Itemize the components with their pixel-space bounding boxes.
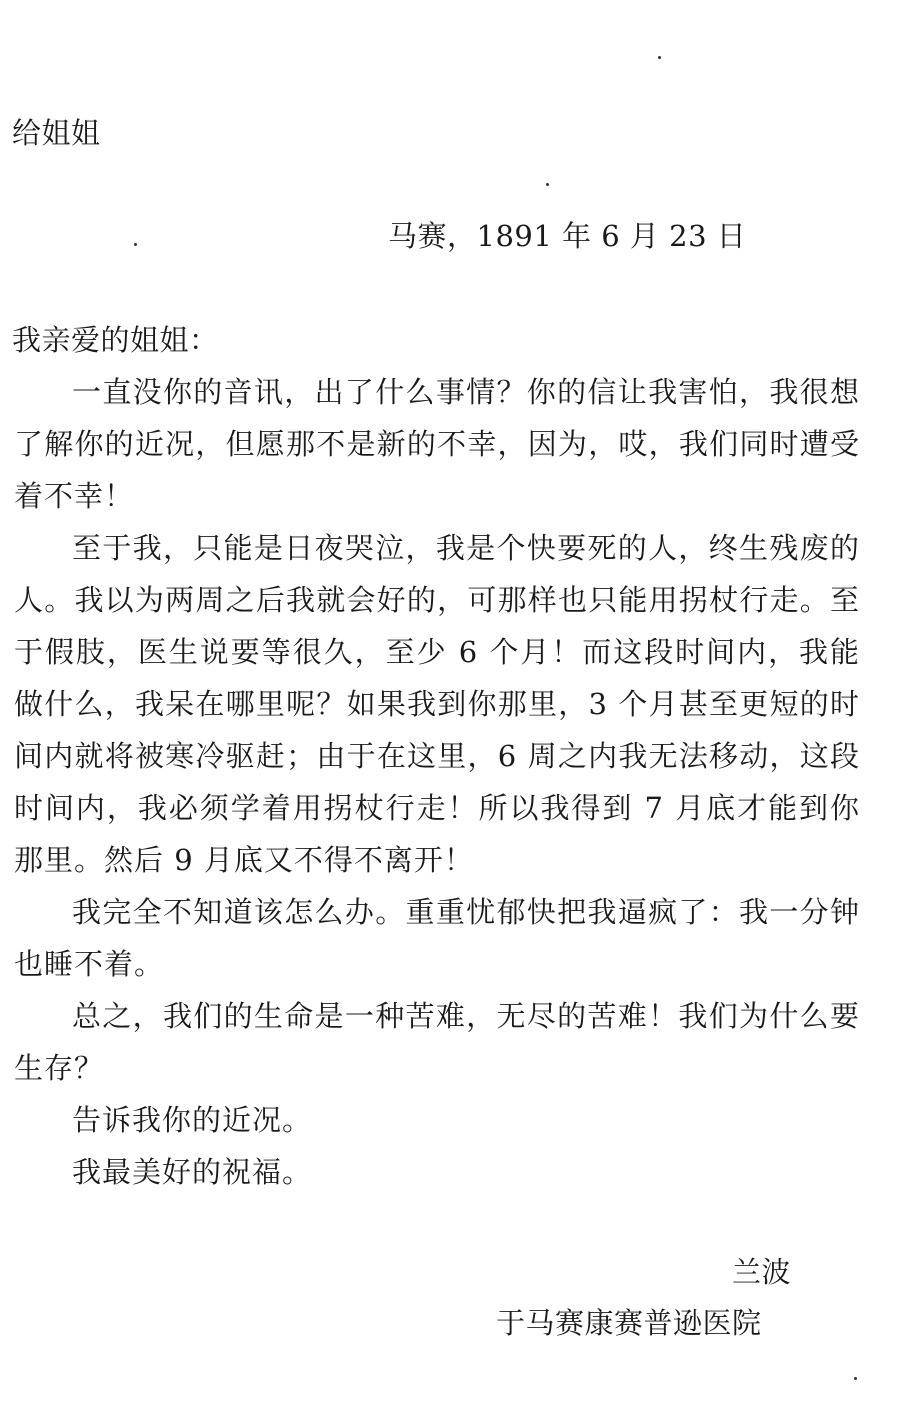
letter-salutation: 我亲爱的姐姐： (12, 323, 219, 357)
scan-speck (134, 243, 137, 246)
letter-signature: 兰波 (732, 1255, 792, 1289)
letter-title: 给姐姐 (12, 116, 101, 150)
scan-speck (854, 1377, 857, 1380)
letter-place: 于马赛康赛普逊医院 (496, 1306, 762, 1340)
letter-paragraph: 告诉我你的近况。 (72, 1103, 313, 1137)
letter-paragraph: 一直没你的音讯，出了什么事情？你的信让我害怕，我很想了解你的近况，但愿那不是新的不幸，因为，哎，我们同时遭受着不幸！ (14, 375, 860, 513)
scan-speck (546, 183, 549, 186)
letter-paragraph: 我最美好的祝福。 (72, 1155, 313, 1189)
letter-paragraph: 我完全不知道该怎么办。重重忧郁快把我逼疯了：我一分钟也睡不着。 (14, 895, 860, 981)
letter-paragraph: 至于我，只能是日夜哭泣，我是个快要死的人，终生残废的人。我以为两周之后我就会好的，可那样也只能用拐杖行走。至于假肢，医生说要等很久，至少 6 个月！而这段时间内，我能做什么，我呆在哪里呢？如果我到你那里，3 个月甚至更短的时间内就将被寒冷驱赶；由于在这里，6 周之内我无法移动，这段时间内，我必须学着用拐杖行走！所以我得到 7 月底才能到你那里。然后 9 月底又不得不离开！ (14, 531, 860, 877)
letter-body (14, 366, 860, 1198)
letter-paragraph: 总之，我们的生命是一种苦难，无尽的苦难！我们为什么要生存？ (14, 999, 860, 1085)
letter-dateline: 马赛，1891 年 6 月 23 日 (388, 219, 747, 253)
scan-speck (658, 56, 661, 59)
